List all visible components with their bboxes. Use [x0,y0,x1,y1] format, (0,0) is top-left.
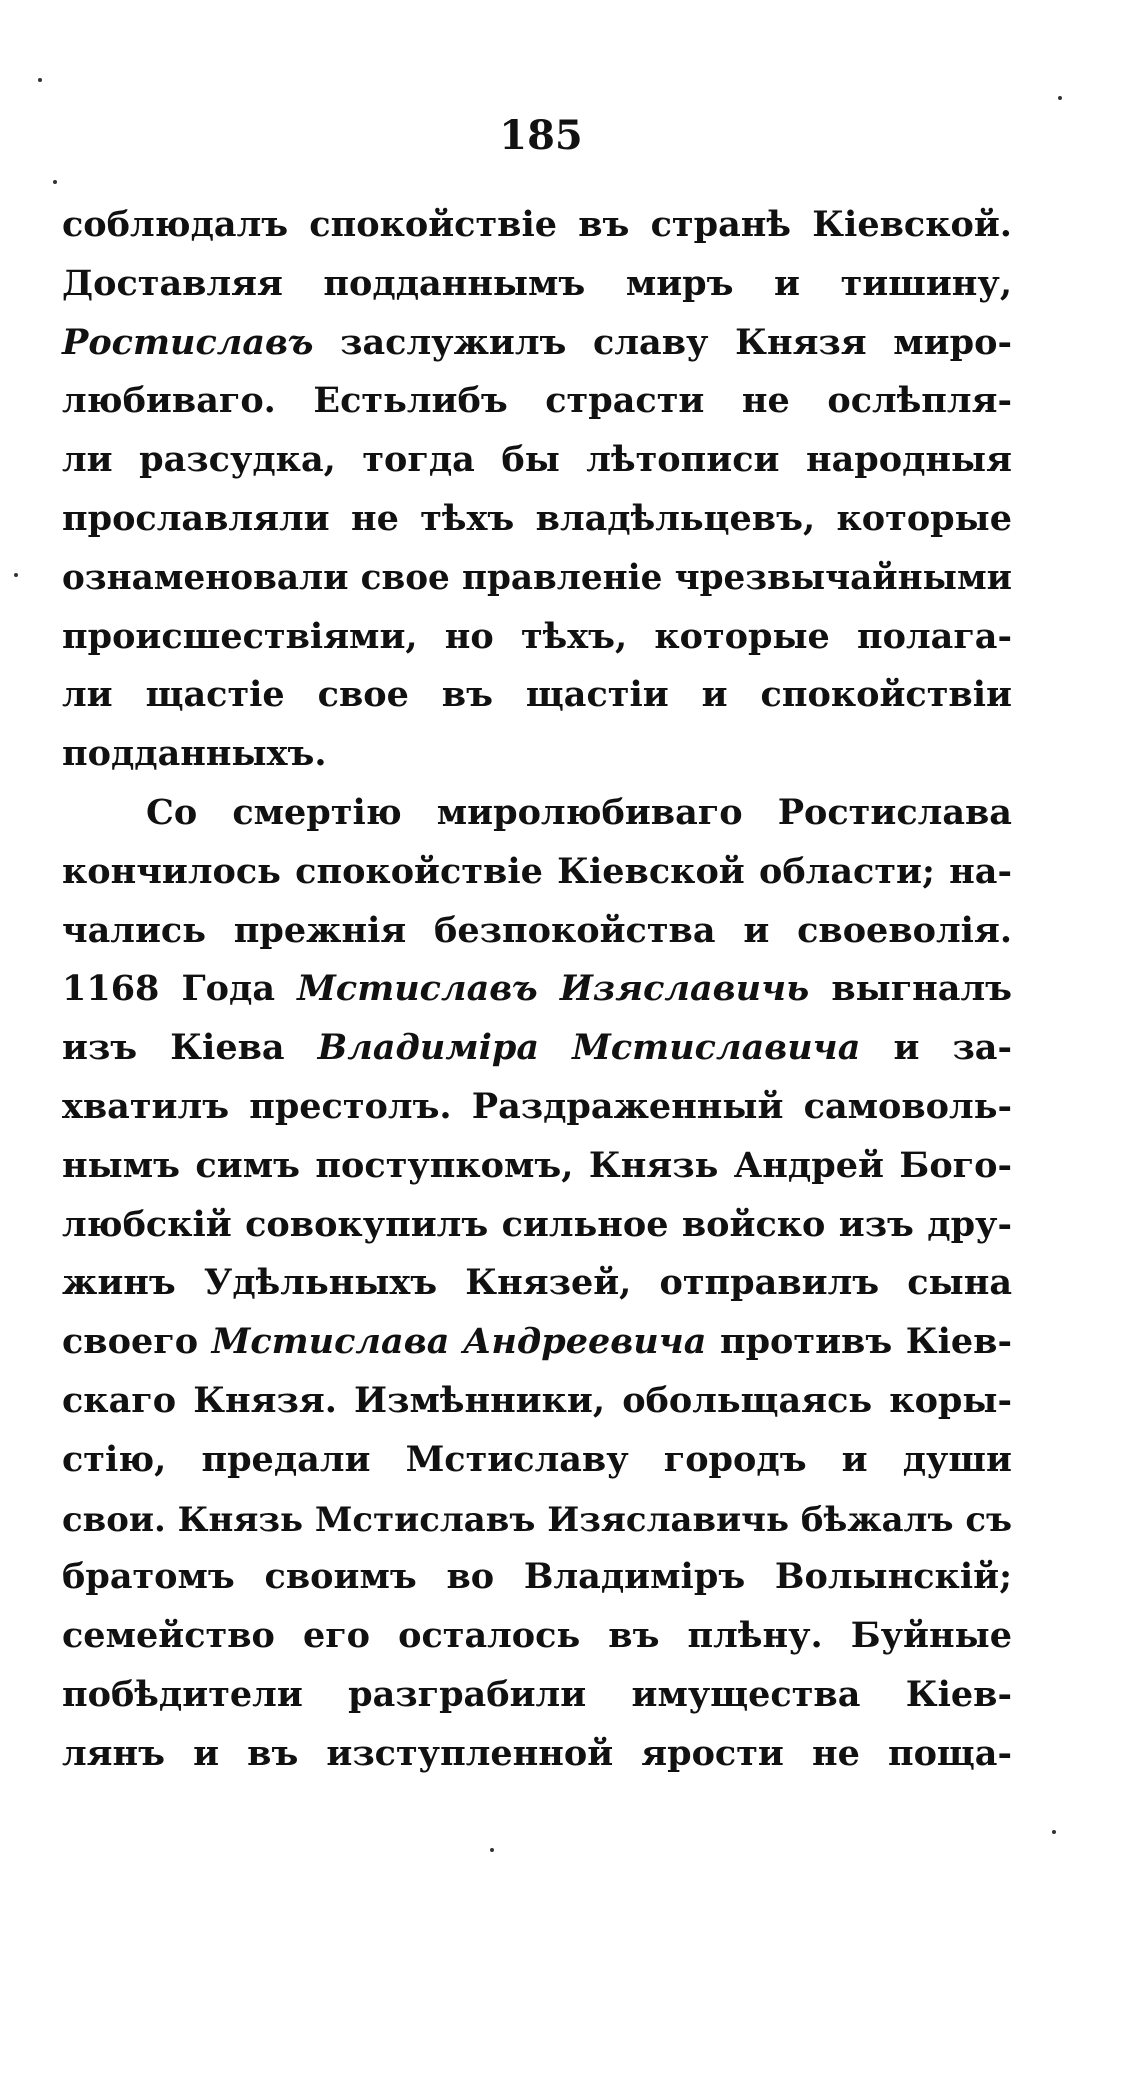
text-line [62,549,1012,608]
print-speck [14,573,18,577]
text-segment: стію, предали Мстиславу городъ и души [62,1438,1012,1480]
text-segment: ли щастіе свое въ щастіи и спокойствіи [62,674,1012,716]
italic-name: Мстиславъ Изяславичь [297,968,810,1010]
text-line [62,725,1012,784]
text-line [62,1431,1012,1490]
text-segment: чались прежнія безпокойства и своеволія. [62,909,1012,951]
text-line [62,784,1012,843]
text-line [62,1725,1012,1784]
italic-name: Ростиславъ [62,321,314,363]
text-segment: ознаменовали свое правленіе чрезвычайными [62,557,1012,598]
text-segment: хватилъ престолъ. Раздраженный самоволь- [62,1085,1012,1127]
text-line [62,1372,1012,1431]
text-line [62,314,1012,373]
text-line [62,960,1012,1019]
text-segment: скаго Князя. Измѣнники, обольщаясь коры- [62,1379,1012,1421]
text-segment: Доставляя подданнымъ миръ и тишину, [62,262,1012,304]
text-line [62,431,1012,490]
text-line [62,1607,1012,1666]
text-segment: соблюдалъ спокойствіе въ странѣ Кіевской. [62,204,1012,245]
print-speck [38,78,42,82]
text-segment: происшествіями, но тѣхъ, которые полага- [62,615,1012,657]
text-segment: заслужилъ славу Князя миро- [313,321,1012,363]
text-segment: выгналъ [809,968,1013,1010]
text-line [62,1490,1012,1549]
text-line [62,196,1012,255]
text-segment: своего [62,1321,212,1363]
text-line [62,843,1012,902]
page-number: 185 [499,112,583,159]
text-segment: нымъ симъ поступкомъ, Князь Андрей Бого- [62,1144,1012,1186]
text-segment: изъ Кіева [62,1027,318,1069]
text-line [62,1078,1012,1137]
text-segment: жинъ Удѣльныхъ Князей, отправилъ сына [62,1262,1012,1304]
text-line [62,1254,1012,1313]
text-line [62,1666,1012,1725]
text-line [62,902,1012,961]
text-segment: свои. Князь Мстиславъ Изяславичь бѣжалъ съ [62,1498,1012,1539]
text-line [62,372,1012,431]
text-segment: прославляли не тѣхъ владѣльцевъ, которые [62,497,1012,539]
print-speck [53,180,57,184]
text-line [62,666,1012,725]
text-line [62,255,1012,314]
text-segment: ли разсудка, тогда бы лѣтописи народныя [62,439,1012,481]
text-segment: семейство его осталось въ плѣну. Буйные [62,1615,1012,1657]
text-segment: любиваго. Естьлибъ страсти не ослѣпля- [62,380,1012,422]
text-line [62,608,1012,667]
text-line [62,1548,1012,1607]
text-line [62,1137,1012,1196]
text-line [62,1196,1012,1255]
print-speck [1058,96,1062,100]
text-segment: побѣдители разграбили имущества Кіев- [62,1673,1012,1715]
body-text [62,196,1012,1784]
text-segment: кончилось спокойствіе Кіевской области; на- [62,850,1012,892]
text-segment: Со смертію миролюбиваго Ростислава [146,791,1012,833]
text-segment: 1168 Года [62,968,298,1010]
print-speck [1052,1830,1056,1834]
text-segment: и за- [860,1027,1013,1069]
text-segment: братомъ своимъ во Владиміръ Волынскій; [62,1556,1012,1598]
text-segment: подданныхъ. [62,733,327,775]
print-speck [490,1848,494,1852]
italic-name: Владиміра Мстиславича [317,1027,861,1069]
text-segment: противъ Кіев- [706,1321,1012,1363]
text-line [62,1313,1012,1372]
text-line [62,1019,1012,1078]
text-line [62,490,1012,549]
text-segment: любскій совокупилъ сильное войско изъ дру- [62,1203,1012,1245]
text-segment: лянъ и въ изступленной ярости не поща- [62,1732,1012,1774]
italic-name: Мстислава Андреевича [211,1321,707,1363]
